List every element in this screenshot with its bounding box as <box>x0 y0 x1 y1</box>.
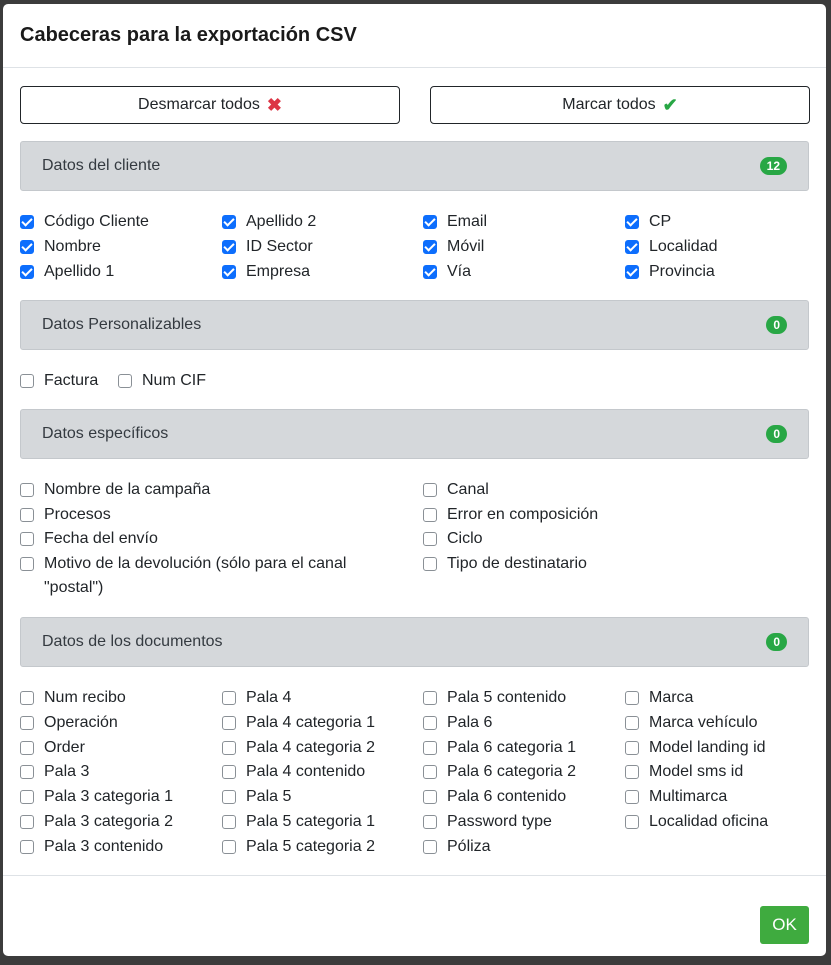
field-label: Pala 3 categoria 1 <box>44 788 173 805</box>
field-label: Password type <box>447 813 552 830</box>
checkbox[interactable] <box>20 532 34 546</box>
field-label: Pala 4 categoria 2 <box>246 739 375 756</box>
field-marca-vehiculo <box>625 711 758 735</box>
checkbox[interactable] <box>20 765 34 779</box>
csv-headers-dialog <box>3 4 826 956</box>
field-operacion <box>20 711 118 735</box>
checkbox[interactable] <box>222 265 236 279</box>
field-movil <box>423 235 484 259</box>
checkmark-icon: ✔ <box>662 95 678 115</box>
field-label: Motivo de la devolución (sólo para el canal "postal") <box>44 555 347 596</box>
checkbox[interactable] <box>423 741 437 755</box>
dialog-title: Cabeceras para la exportación CSV <box>20 24 357 46</box>
field-label: Pala 4 <box>246 689 292 706</box>
field-label: Model sms id <box>649 763 744 780</box>
field-nombre <box>20 235 101 259</box>
field-label: Multimarca <box>649 788 728 805</box>
field-procesos <box>20 503 111 527</box>
field-email <box>423 210 487 234</box>
checkbox[interactable] <box>222 790 236 804</box>
field-apellido-2 <box>222 210 316 234</box>
field-order <box>20 736 85 760</box>
field-label: Pala 4 contenido <box>246 763 366 780</box>
count-badge: 0 <box>766 316 787 334</box>
field-pala-4 <box>222 686 291 710</box>
field-marca <box>625 686 693 710</box>
dialog-header <box>3 4 826 68</box>
field-label: Móvil <box>447 238 485 255</box>
check-all-label: Marcar todos <box>562 96 656 113</box>
footer-divider <box>3 875 826 876</box>
field-label: Provincia <box>649 263 715 280</box>
field-pala-5-cat-1 <box>222 810 375 834</box>
section-title: Datos específicos <box>42 425 169 442</box>
field-empresa <box>222 260 310 284</box>
field-label: Empresa <box>246 263 311 280</box>
field-label: Localidad <box>649 238 718 255</box>
field-nombre-campana <box>20 478 210 502</box>
checkbox[interactable] <box>625 691 639 705</box>
field-motivo-devolucion <box>20 552 390 600</box>
checkbox[interactable] <box>625 790 639 804</box>
checkbox[interactable] <box>20 691 34 705</box>
checkbox[interactable] <box>625 815 639 829</box>
field-label: ID Sector <box>246 238 313 255</box>
checkbox[interactable] <box>222 815 236 829</box>
field-label: Pala 3 categoria 2 <box>44 813 173 830</box>
section-header-datos-personalizables[interactable] <box>20 300 809 350</box>
field-localidad-oficina <box>625 810 768 834</box>
checkbox[interactable] <box>20 840 34 854</box>
field-pala-6 <box>423 711 492 735</box>
field-pala-4-contenido <box>222 760 365 784</box>
checkbox[interactable] <box>423 765 437 779</box>
section-header-datos-cliente[interactable] <box>20 141 809 191</box>
field-label: Vía <box>447 263 472 280</box>
checkbox[interactable] <box>423 691 437 705</box>
field-label: Apellido 1 <box>44 263 115 280</box>
checkbox[interactable] <box>423 532 437 546</box>
field-pala-5 <box>222 785 291 809</box>
field-provincia <box>625 260 715 284</box>
field-poliza <box>423 835 491 859</box>
checkbox[interactable] <box>423 240 437 254</box>
field-pala-6-contenido <box>423 785 566 809</box>
field-model-landing-id <box>625 736 766 760</box>
checkbox[interactable] <box>423 557 437 571</box>
field-cp <box>625 210 671 234</box>
checkbox[interactable] <box>423 508 437 522</box>
field-label: Num CIF <box>142 372 206 389</box>
field-id-sector <box>222 235 313 259</box>
checkbox[interactable] <box>423 840 437 854</box>
field-label: Pala 3 contenido <box>44 838 164 855</box>
field-label: Póliza <box>447 838 491 855</box>
check-all-button[interactable] <box>430 86 810 124</box>
field-label: Procesos <box>44 506 111 523</box>
field-pala-5-contenido <box>423 686 566 710</box>
field-tipo-destinatario <box>423 552 587 576</box>
section-title: Datos del cliente <box>42 157 161 174</box>
checkbox[interactable] <box>625 716 639 730</box>
checkbox[interactable] <box>222 240 236 254</box>
section-header-datos-documentos[interactable] <box>20 617 809 667</box>
field-pala-3 <box>20 760 89 784</box>
checkbox[interactable] <box>423 265 437 279</box>
checkbox[interactable] <box>118 374 132 388</box>
checkbox[interactable] <box>20 508 34 522</box>
checkbox[interactable] <box>423 483 437 497</box>
field-pala-5-cat-2 <box>222 835 375 859</box>
field-label: Pala 5 contenido <box>447 689 567 706</box>
field-label: Tipo de destinatario <box>447 555 587 572</box>
checkbox[interactable] <box>222 741 236 755</box>
ok-button[interactable]: OK <box>760 906 809 944</box>
checkbox[interactable] <box>20 815 34 829</box>
field-label: Nombre <box>44 238 101 255</box>
field-label: Pala 6 <box>447 714 493 731</box>
field-label: Código Cliente <box>44 213 149 230</box>
field-label: Pala 6 contenido <box>447 788 567 805</box>
field-pala-3-contenido <box>20 835 163 859</box>
field-label: Pala 6 categoria 1 <box>447 739 576 756</box>
field-error-composicion <box>423 503 598 527</box>
field-pala-3-cat-2 <box>20 810 173 834</box>
field-label: Email <box>447 213 488 230</box>
section-title: Datos de los documentos <box>42 633 223 650</box>
section-title: Datos Personalizables <box>42 316 202 333</box>
field-label: Model landing id <box>649 739 766 756</box>
count-badge: 0 <box>766 633 787 651</box>
uncheck-all-button[interactable] <box>20 86 400 124</box>
checkbox[interactable] <box>222 716 236 730</box>
checkbox[interactable] <box>625 765 639 779</box>
field-label: Pala 5 categoria 2 <box>246 838 375 855</box>
checkbox[interactable] <box>423 215 437 229</box>
checkbox[interactable] <box>423 815 437 829</box>
field-pala-4-cat-1 <box>222 711 375 735</box>
field-localidad <box>625 235 718 259</box>
field-label: Apellido 2 <box>246 213 317 230</box>
field-label: Marca <box>649 689 694 706</box>
field-model-sms-id <box>625 760 743 784</box>
field-label: Num recibo <box>44 689 126 706</box>
checkbox[interactable] <box>423 790 437 804</box>
field-label: Fecha del envío <box>44 530 158 547</box>
checkbox[interactable] <box>222 215 236 229</box>
checkbox[interactable] <box>20 240 34 254</box>
field-ciclo <box>423 527 483 551</box>
count-badge: 0 <box>766 425 787 443</box>
checkbox[interactable] <box>625 240 639 254</box>
section-header-datos-especificos[interactable] <box>20 409 809 459</box>
field-label: Canal <box>447 481 489 498</box>
x-mark-icon: ✖ <box>266 95 282 115</box>
checkbox[interactable] <box>20 215 34 229</box>
field-label: Operación <box>44 714 118 731</box>
field-num-cif <box>118 369 206 393</box>
checkbox[interactable] <box>222 840 236 854</box>
field-pala-6-cat-1 <box>423 736 576 760</box>
checkbox[interactable] <box>20 374 34 388</box>
checkbox[interactable] <box>625 741 639 755</box>
field-canal <box>423 478 489 502</box>
field-password-type <box>423 810 552 834</box>
field-pala-3-cat-1 <box>20 785 173 809</box>
field-pala-6-cat-2 <box>423 760 576 784</box>
field-label: Order <box>44 739 85 756</box>
checkbox[interactable] <box>423 716 437 730</box>
field-pala-4-cat-2 <box>222 736 375 760</box>
field-fecha-envio <box>20 527 158 551</box>
uncheck-all-label: Desmarcar todos <box>138 96 260 113</box>
field-label: Pala 6 categoria 2 <box>447 763 576 780</box>
checkbox[interactable] <box>20 557 34 571</box>
checkbox[interactable] <box>20 265 34 279</box>
checkbox[interactable] <box>625 265 639 279</box>
field-label: CP <box>649 213 672 230</box>
field-label: Ciclo <box>447 530 483 547</box>
field-label: Pala 5 categoria 1 <box>246 813 375 830</box>
checkbox[interactable] <box>20 716 34 730</box>
checkbox[interactable] <box>625 215 639 229</box>
checkbox[interactable] <box>20 483 34 497</box>
field-via <box>423 260 471 284</box>
field-label: Marca vehículo <box>649 714 758 731</box>
count-badge: 12 <box>760 157 787 175</box>
field-factura <box>20 369 98 393</box>
field-label: Pala 3 <box>44 763 90 780</box>
field-label: Error en composición <box>447 506 599 523</box>
field-num-recibo <box>20 686 126 710</box>
checkbox[interactable] <box>222 691 236 705</box>
field-label: Pala 5 <box>246 788 292 805</box>
field-multimarca <box>625 785 727 809</box>
checkbox[interactable] <box>20 741 34 755</box>
field-apellido-1 <box>20 260 114 284</box>
checkbox[interactable] <box>20 790 34 804</box>
field-label: Nombre de la campaña <box>44 481 211 498</box>
field-label: Pala 4 categoria 1 <box>246 714 375 731</box>
checkbox[interactable] <box>222 765 236 779</box>
field-codigo-cliente <box>20 210 149 234</box>
field-label: Localidad oficina <box>649 813 769 830</box>
field-label: Factura <box>44 372 99 389</box>
